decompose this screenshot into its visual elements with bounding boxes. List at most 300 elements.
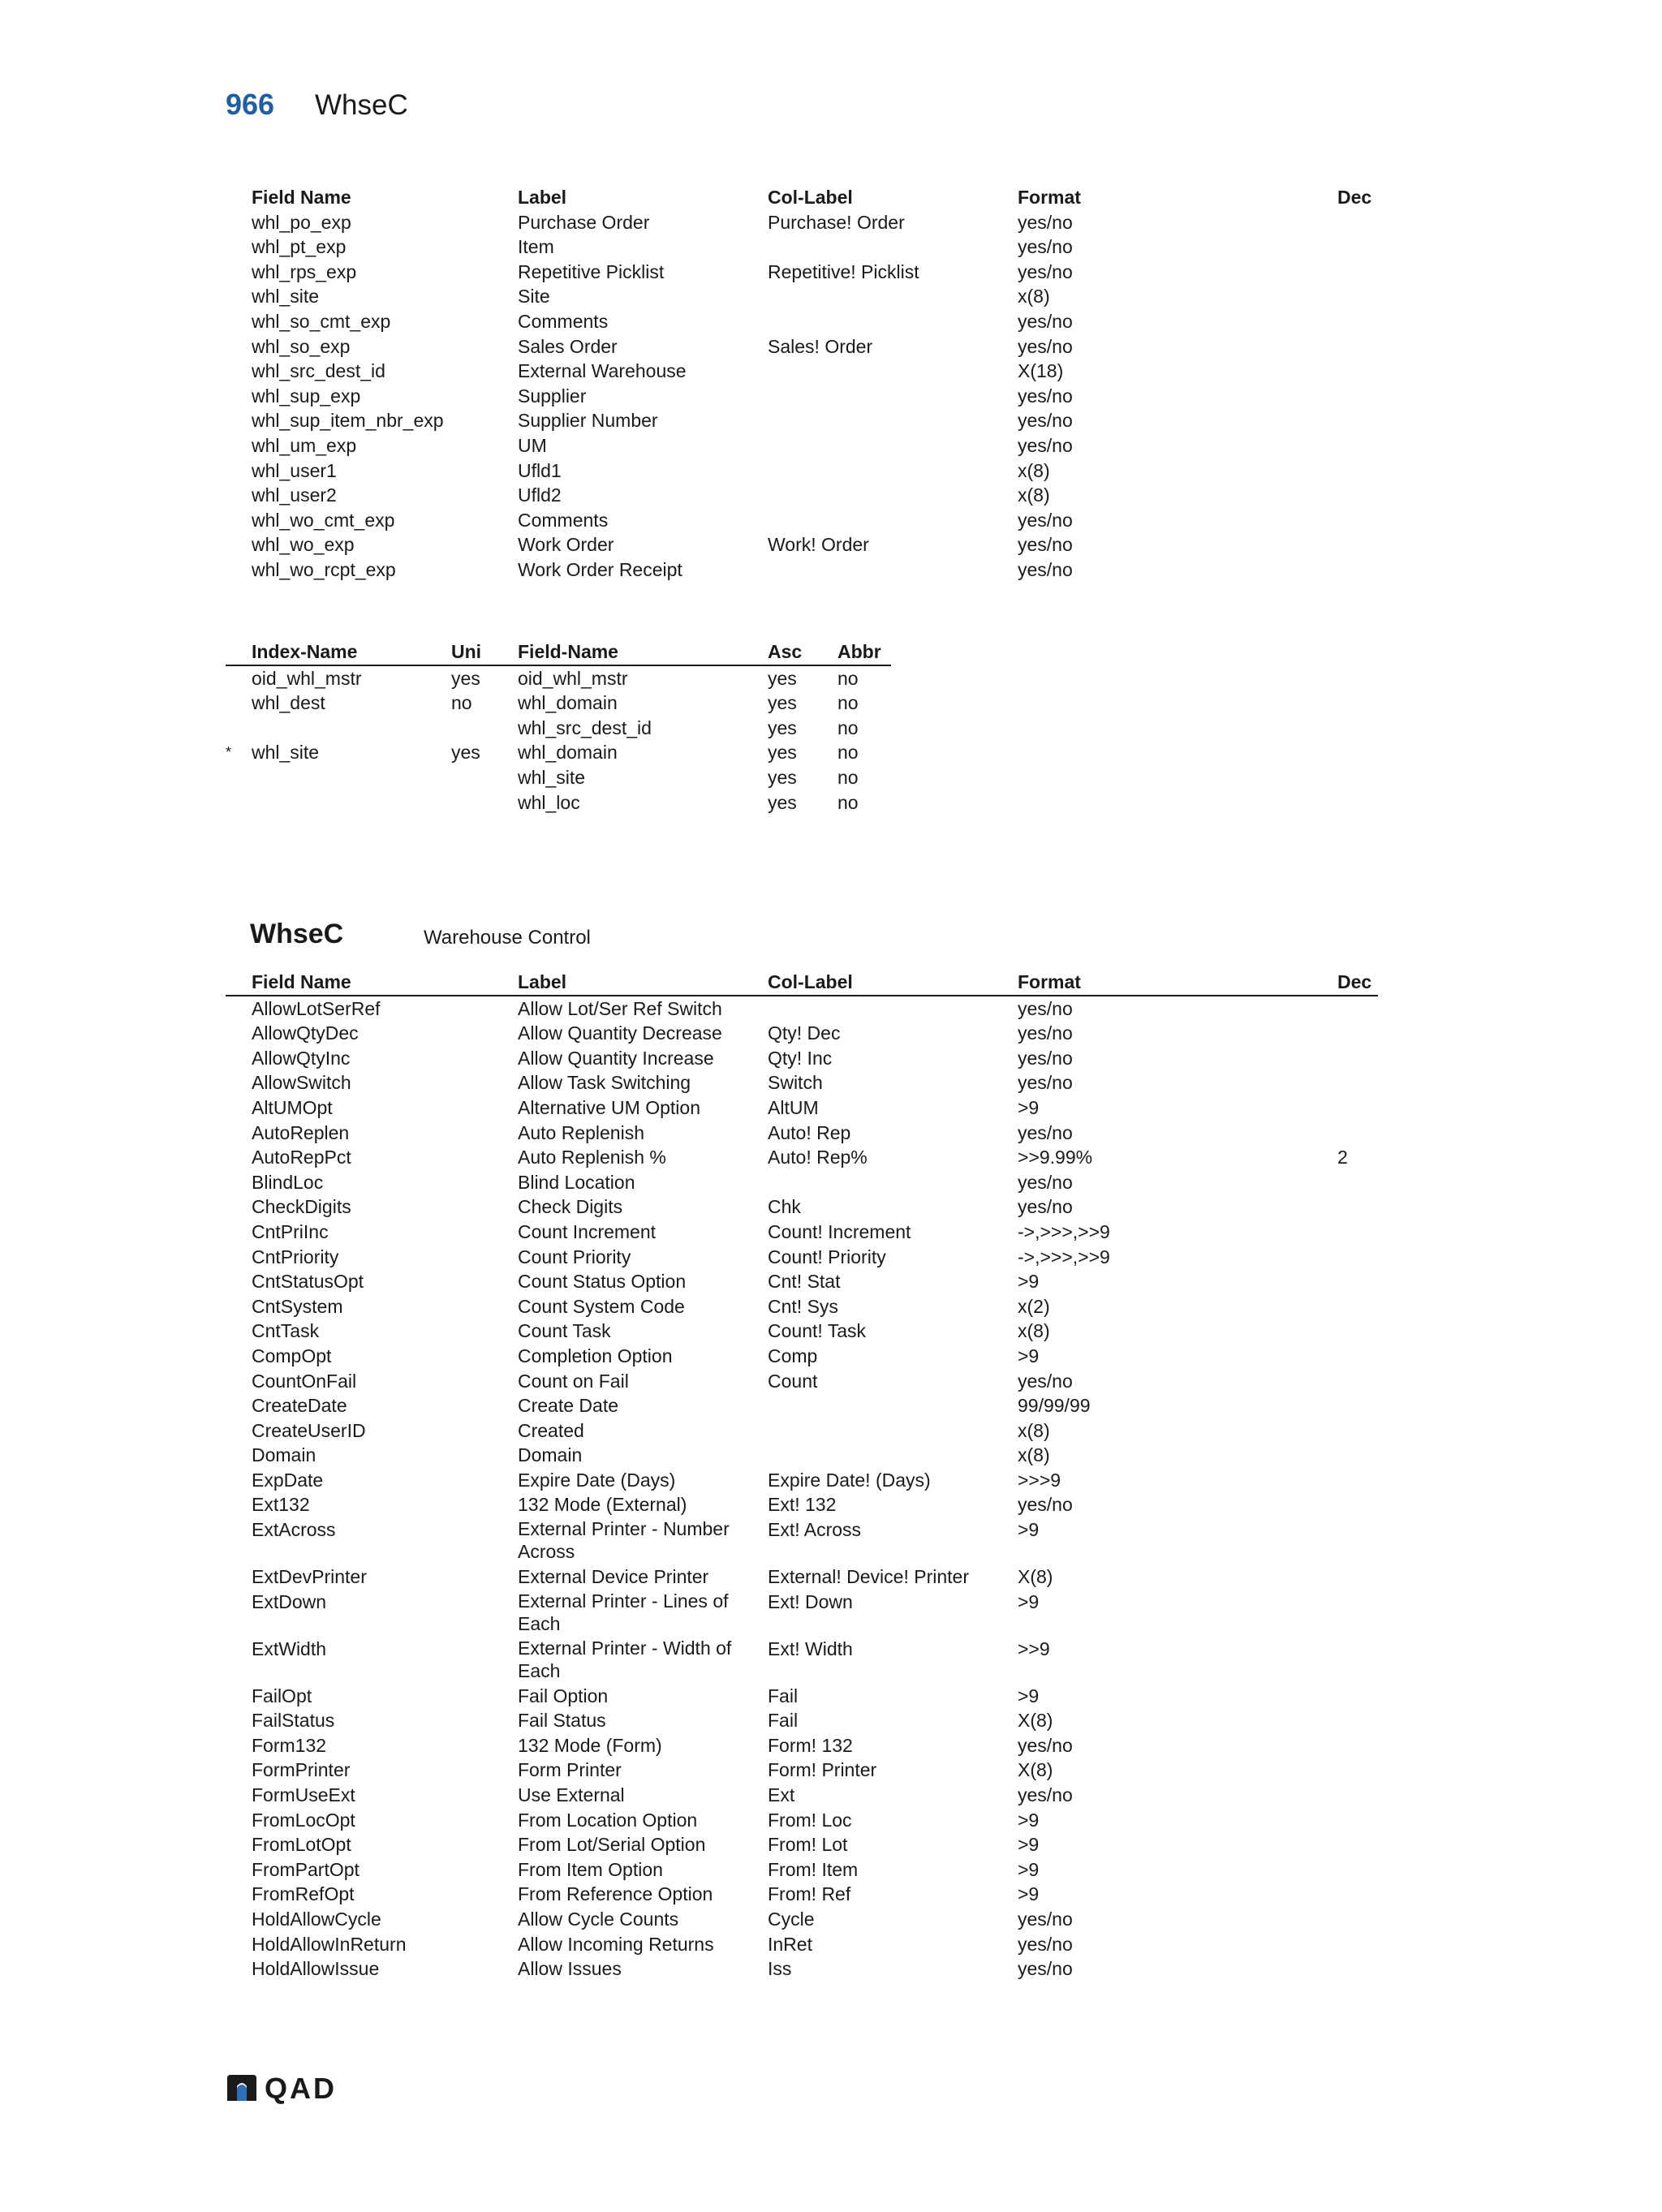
table-cell: Purchase! Order — [768, 211, 905, 233]
table-cell: From! Ref — [768, 1883, 851, 1905]
table-row — [226, 1443, 1378, 1468]
column-header: Col-Label — [768, 187, 853, 208]
table-cell: whl_po_exp — [252, 211, 351, 233]
running-title: WhseC — [315, 89, 408, 121]
table-cell: HoldAllowIssue — [252, 1958, 380, 1980]
table-cell: Count! Increment — [768, 1220, 911, 1242]
table-cell: yes/no — [1018, 385, 1073, 407]
table-cell: whl_rps_exp — [252, 260, 357, 282]
table-cell: ExtDown — [252, 1590, 327, 1612]
table-row — [226, 1932, 1378, 1957]
table-cell: x(8) — [1018, 1419, 1050, 1441]
table-row — [226, 1517, 1378, 1564]
table-cell: X(8) — [1018, 1566, 1053, 1588]
table-cell: >9 — [1018, 1271, 1040, 1293]
table-cell: yes/no — [1018, 1171, 1073, 1193]
table-row — [226, 384, 1378, 409]
column-header: Index-Name — [252, 641, 358, 662]
table-row — [226, 1783, 1378, 1808]
table-cell: Allow Lot/Ser Ref Switch — [518, 997, 722, 1019]
table-cell: whl_wo_exp — [252, 534, 355, 556]
table-row — [226, 1564, 1378, 1590]
table-cell: Purchase Order — [518, 211, 650, 233]
table-cell: Auto! Rep — [768, 1121, 851, 1143]
table-row — [226, 284, 1378, 309]
table-row — [226, 1021, 1378, 1046]
table-row — [226, 210, 1378, 235]
table-cell: ExtWidth — [252, 1637, 327, 1659]
qad-logo-icon — [226, 2073, 258, 2102]
table-cell: From Lot/Serial Option — [518, 1834, 706, 1856]
table-row — [226, 1194, 1378, 1220]
table-row — [226, 1468, 1378, 1493]
table-cell: Count Status Option — [518, 1271, 687, 1293]
table-cell: >>9 — [1018, 1637, 1050, 1659]
table-cell: 99/99/99 — [1018, 1395, 1091, 1417]
table-cell: CntTask — [252, 1320, 320, 1342]
table-cell: Work! Order — [768, 534, 869, 556]
table-cell: Domain — [252, 1444, 316, 1466]
column-header: Dec — [1337, 187, 1372, 208]
table-row — [226, 1269, 1378, 1294]
table-cell: Ext! Across — [768, 1519, 862, 1541]
table-cell: >9 — [1018, 1096, 1040, 1118]
table-cell: Auto! Rep% — [768, 1147, 868, 1168]
table-row — [226, 334, 1378, 359]
table-cell: yes — [768, 692, 797, 714]
table-cell: CreateUserID — [252, 1419, 366, 1441]
table-cell: CntStatusOpt — [252, 1271, 364, 1293]
table-row — [226, 433, 1378, 458]
table-cell: 2 — [1337, 1147, 1348, 1168]
table-cell: Count! Task — [768, 1320, 867, 1342]
table-cell: yes/no — [1018, 335, 1073, 357]
table-row — [226, 1121, 1378, 1146]
table-cell: yes/no — [1018, 236, 1073, 258]
table-cell: ExtAcross — [252, 1519, 336, 1541]
table-row — [226, 1956, 1378, 1982]
table-cell: whl_src_dest_id — [252, 360, 385, 382]
table-cell: Comments — [518, 310, 609, 332]
table-cell: Cycle — [768, 1909, 815, 1930]
table-cell: CreateDate — [252, 1395, 347, 1417]
table-cell: Work Order Receipt — [518, 558, 682, 580]
column-header: Asc — [768, 641, 803, 662]
table-cell: x(8) — [1018, 286, 1050, 308]
table-cell: whl_user2 — [252, 484, 337, 506]
table-cell: yes/no — [1018, 1196, 1073, 1218]
table-row — [226, 408, 1378, 433]
table-cell: Iss — [768, 1958, 792, 1980]
table-cell: Count! Priority — [768, 1246, 886, 1267]
column-header: Abbr — [837, 641, 881, 662]
table-cell: whl_dest — [252, 692, 325, 714]
table-cell: >9 — [1018, 1685, 1040, 1706]
table-cell: whl_so_exp — [252, 335, 351, 357]
table-cell: x(8) — [1018, 1444, 1050, 1466]
table-cell: Form! Printer — [768, 1759, 877, 1781]
table-cell: External Printer - Lines of Each — [518, 1590, 729, 1634]
table-cell: yes — [768, 742, 797, 764]
table-header-row — [226, 639, 891, 666]
table-cell: whl_wo_cmt_exp — [252, 509, 395, 531]
table-cell: External Warehouse — [518, 360, 687, 382]
table-cell: Repetitive! Picklist — [768, 260, 919, 282]
table-cell: Comp — [768, 1345, 818, 1366]
table-cell: FormPrinter — [252, 1759, 351, 1781]
table-cell: Check Digits — [518, 1196, 623, 1218]
table-cell: AltUMOpt — [252, 1096, 333, 1118]
table-row — [226, 790, 891, 816]
table-cell: yes/no — [1018, 211, 1073, 233]
table-cell: CompOpt — [252, 1345, 332, 1366]
table-cell: >9 — [1018, 1519, 1040, 1541]
table-cell: External Printer - Width of Each — [518, 1637, 732, 1681]
table-cell: Count — [768, 1370, 818, 1392]
table-cell: yes — [768, 667, 797, 689]
table-row — [226, 1245, 1378, 1270]
table-cell: FormUseExt — [252, 1784, 355, 1806]
table-cell: From! Lot — [768, 1834, 848, 1856]
table-cell: External! Device! Printer — [768, 1566, 969, 1588]
table-row — [226, 1758, 1378, 1783]
column-header: Format — [1018, 187, 1081, 208]
column-header: Col-Label — [768, 971, 853, 992]
table-cell: Switch — [768, 1072, 823, 1094]
table-cell: Fail — [768, 1685, 799, 1706]
table-cell: X(8) — [1018, 1710, 1053, 1732]
table-cell: Repetitive Picklist — [518, 260, 665, 282]
table-row — [226, 1070, 1378, 1095]
table-cell: AllowSwitch — [252, 1072, 351, 1094]
table-cell: yes/no — [1018, 1958, 1073, 1980]
table-cell: yes — [768, 717, 797, 738]
table-cell: Comments — [518, 509, 609, 531]
table-cell: ->,>>>,>>9 — [1018, 1220, 1110, 1242]
table-cell: Alternative UM Option — [518, 1096, 700, 1118]
table-row — [226, 508, 1378, 533]
table-cell: x(8) — [1018, 459, 1050, 481]
table-cell: FromRefOpt — [252, 1883, 355, 1905]
column-header: Uni — [451, 641, 482, 662]
table-cell: From Location Option — [518, 1809, 698, 1831]
index-table — [226, 639, 891, 815]
table-cell: yes/no — [1018, 1047, 1073, 1069]
table-cell: yes/no — [1018, 997, 1073, 1019]
table-cell: Supplier Number — [518, 410, 658, 432]
table-cell: CntPriority — [252, 1246, 339, 1267]
table-row — [226, 1344, 1378, 1369]
table-cell: yes/no — [1018, 1494, 1073, 1516]
table-row — [226, 716, 891, 741]
table-cell: whl_user1 — [252, 459, 337, 481]
logo-wordmark: QAD — [265, 2072, 337, 2105]
table-cell: Form! 132 — [768, 1734, 853, 1756]
table-cell: whl_wo_rcpt_exp — [252, 558, 396, 580]
table-cell: yes/no — [1018, 260, 1073, 282]
table-cell: whl_sup_item_nbr_exp — [252, 410, 444, 432]
table-row — [226, 309, 1378, 334]
column-header: Label — [518, 971, 567, 992]
table-cell: yes — [451, 667, 480, 689]
table-row — [226, 1095, 1378, 1121]
table-cell: FromLocOpt — [252, 1809, 355, 1831]
table-cell: Form132 — [252, 1734, 327, 1756]
table-cell: yes/no — [1018, 1072, 1073, 1094]
table-row — [226, 1882, 1378, 1907]
table-row — [226, 1369, 1378, 1394]
table-cell: CountOnFail — [252, 1370, 357, 1392]
table-cell: whl_domain — [518, 692, 618, 714]
table-cell: From Item Option — [518, 1858, 663, 1880]
page-number: 966 — [226, 88, 275, 121]
table-cell: CntPriInc — [252, 1220, 329, 1242]
table-row — [226, 1590, 1378, 1637]
table-cell: Cnt! Sys — [768, 1295, 838, 1317]
table-cell: Ext! Down — [768, 1590, 853, 1612]
table-cell: Count on Fail — [518, 1370, 629, 1392]
table-cell: AltUM — [768, 1096, 819, 1118]
table-cell: AutoRepPct — [252, 1147, 351, 1168]
table-cell: >9 — [1018, 1834, 1040, 1856]
table-row — [226, 1145, 1378, 1170]
table-cell: >>>9 — [1018, 1469, 1061, 1491]
table-cell: 132 Mode (External) — [518, 1494, 687, 1516]
table-cell: Domain — [518, 1444, 583, 1466]
table-cell: Ext132 — [252, 1494, 310, 1516]
table-row — [226, 1832, 1378, 1857]
column-header: Dec — [1337, 971, 1372, 992]
table-cell: Expire Date (Days) — [518, 1469, 676, 1491]
table-cell: Blind Location — [518, 1171, 635, 1193]
table-cell: yes/no — [1018, 410, 1073, 432]
table-cell: External Printer - Number Across — [518, 1518, 730, 1563]
table-cell: >>9.99% — [1018, 1147, 1093, 1168]
table-cell: Count Priority — [518, 1246, 631, 1267]
table-cell: Create Date — [518, 1395, 619, 1417]
table-cell: Fail Option — [518, 1685, 609, 1706]
table-row — [226, 1733, 1378, 1758]
table-cell: HoldAllowInReturn — [252, 1933, 407, 1955]
table-cell: From! Item — [768, 1858, 859, 1880]
table-cell: whl_loc — [518, 791, 580, 813]
table-cell: Cnt! Stat — [768, 1271, 841, 1293]
table-cell: BlindLoc — [252, 1171, 324, 1193]
table-row — [226, 996, 1378, 1022]
table-cell: no — [837, 791, 859, 813]
table-cell: Chk — [768, 1196, 801, 1218]
field-table-continued — [226, 185, 1378, 583]
table-cell: Qty! Inc — [768, 1047, 833, 1069]
table-cell: yes — [451, 742, 480, 764]
table-cell: FailOpt — [252, 1685, 312, 1706]
table-cell: AutoReplen — [252, 1121, 350, 1143]
table-cell: Ext! 132 — [768, 1494, 837, 1516]
table-cell: Auto Replenish — [518, 1121, 644, 1143]
table-cell: yes — [768, 791, 797, 813]
table-row — [226, 1907, 1378, 1932]
table-cell: whl_pt_exp — [252, 236, 347, 258]
table-row — [226, 458, 1378, 484]
table-cell: yes/no — [1018, 1370, 1073, 1392]
table-cell: UM — [518, 434, 547, 456]
table-cell: ->,>>>,>>9 — [1018, 1246, 1110, 1267]
table-cell: Allow Issues — [518, 1958, 622, 1980]
table-row — [226, 483, 1378, 508]
table-row — [226, 1319, 1378, 1344]
table-cell: no — [837, 692, 859, 714]
table-cell: Use External — [518, 1784, 625, 1806]
table-row — [226, 1418, 1378, 1444]
table-cell: Sales Order — [518, 335, 618, 357]
table-cell: Form Printer — [518, 1759, 622, 1781]
table-row — [226, 1808, 1378, 1833]
table-cell: FromPartOpt — [252, 1858, 360, 1880]
table-header-row — [226, 185, 1378, 210]
table-cell: whl_um_exp — [252, 434, 357, 456]
table-cell: whl_sup_exp — [252, 385, 361, 407]
table-cell: Created — [518, 1419, 584, 1441]
table-row — [226, 1708, 1378, 1733]
table-row — [226, 1170, 1378, 1195]
table-cell: Allow Cycle Counts — [518, 1909, 679, 1930]
table-cell: Allow Quantity Decrease — [518, 1022, 722, 1044]
column-header: Format — [1018, 971, 1081, 992]
table-cell: >9 — [1018, 1883, 1040, 1905]
table-cell: AllowQtyInc — [252, 1047, 351, 1069]
table-cell: FailStatus — [252, 1710, 335, 1732]
table-cell: no — [451, 692, 472, 714]
table-cell: whl_so_cmt_exp — [252, 310, 391, 332]
table-row — [226, 1294, 1378, 1319]
table-cell: Count Task — [518, 1320, 611, 1342]
section-description: Warehouse Control — [424, 927, 591, 949]
table-cell: yes/no — [1018, 534, 1073, 556]
table-cell: whl_site — [518, 766, 586, 788]
table-cell: no — [837, 742, 859, 764]
table-row — [226, 765, 891, 790]
table-cell: ExtDevPrinter — [252, 1566, 367, 1588]
table-row — [226, 1684, 1378, 1709]
table-cell: ExpDate — [252, 1469, 324, 1491]
table-cell: Completion Option — [518, 1345, 673, 1366]
table-cell: Allow Task Switching — [518, 1072, 691, 1094]
table-cell: AllowQtyDec — [252, 1022, 359, 1044]
table-cell: whl_site — [252, 742, 320, 764]
table-row — [226, 532, 1378, 557]
table-cell: HoldAllowCycle — [252, 1909, 381, 1930]
table-cell: Ufld2 — [518, 484, 562, 506]
table-cell: Ext! Width — [768, 1637, 853, 1659]
table-cell: 132 Mode (Form) — [518, 1734, 662, 1756]
table-cell: Ufld1 — [518, 459, 562, 481]
table-cell: Count System Code — [518, 1295, 685, 1317]
table-cell: x(8) — [1018, 484, 1050, 506]
table-cell: From! Loc — [768, 1809, 852, 1831]
table-cell: whl_src_dest_id — [518, 717, 652, 738]
table-cell: yes — [768, 766, 797, 788]
table-row — [226, 1492, 1378, 1517]
table-row — [226, 235, 1378, 260]
section-title: WhseC — [250, 919, 344, 949]
table-cell: >9 — [1018, 1345, 1040, 1366]
table-cell: oid_whl_mstr — [252, 667, 362, 689]
table-cell: Allow Incoming Returns — [518, 1933, 714, 1955]
table-cell: yes/no — [1018, 1022, 1073, 1044]
table-cell: x(2) — [1018, 1295, 1050, 1317]
whsec-field-table — [226, 970, 1378, 1982]
table-cell: no — [837, 766, 859, 788]
table-cell: AllowLotSerRef — [252, 997, 381, 1019]
table-cell: yes/no — [1018, 1121, 1073, 1143]
table-row — [226, 1220, 1378, 1245]
table-row — [226, 260, 1378, 285]
table-row — [226, 557, 1378, 583]
table-cell: yes/no — [1018, 1933, 1073, 1955]
table-row — [226, 1857, 1378, 1883]
table-cell: yes/no — [1018, 558, 1073, 580]
table-row — [226, 1046, 1378, 1071]
table-cell: Site — [518, 286, 550, 308]
table-cell: no — [837, 667, 859, 689]
table-cell: CheckDigits — [252, 1196, 351, 1218]
table-cell: InRet — [768, 1933, 812, 1955]
table-cell: Fail Status — [518, 1710, 606, 1732]
table-cell: >9 — [1018, 1809, 1040, 1831]
table-cell: External Device Printer — [518, 1566, 709, 1588]
column-header: Field Name — [252, 971, 351, 992]
table-cell: no — [837, 717, 859, 738]
table-row — [226, 666, 891, 691]
table-cell: oid_whl_mstr — [518, 667, 628, 689]
table-cell: >9 — [1018, 1858, 1040, 1880]
table-cell: CntSystem — [252, 1295, 343, 1317]
table-cell: x(8) — [1018, 1320, 1050, 1342]
table-cell: Allow Quantity Increase — [518, 1047, 714, 1069]
table-cell: whl_domain — [518, 742, 618, 764]
table-cell: Expire Date! (Days) — [768, 1469, 931, 1491]
table-cell: Supplier — [518, 385, 587, 407]
table-cell: Work Order — [518, 534, 614, 556]
table-cell: yes/no — [1018, 1734, 1073, 1756]
table-cell: Count Increment — [518, 1220, 657, 1242]
table-cell: X(8) — [1018, 1759, 1053, 1781]
table-cell: yes/no — [1018, 1909, 1073, 1930]
table-cell: >9 — [1018, 1590, 1040, 1612]
column-header: Label — [518, 187, 567, 208]
table-row — [226, 1393, 1378, 1418]
table-cell: From Reference Option — [518, 1883, 713, 1905]
table-cell: yes/no — [1018, 434, 1073, 456]
table-row — [226, 740, 891, 765]
table-header-row — [226, 970, 1378, 996]
table-cell: whl_site — [252, 286, 320, 308]
table-row — [226, 359, 1378, 384]
table-cell: Sales! Order — [768, 335, 873, 357]
table-cell: yes/no — [1018, 509, 1073, 531]
table-cell: Auto Replenish % — [518, 1147, 666, 1168]
column-header: Field-Name — [518, 641, 618, 662]
table-cell: Item — [518, 236, 554, 258]
table-cell: Ext — [768, 1784, 795, 1806]
primary-index-marker: * — [226, 744, 232, 761]
column-header: Field Name — [252, 187, 351, 208]
table-cell: FromLotOpt — [252, 1834, 351, 1856]
table-cell: Fail — [768, 1710, 799, 1732]
table-cell: Qty! Dec — [768, 1022, 841, 1044]
table-cell: yes/no — [1018, 1784, 1073, 1806]
table-cell: X(18) — [1018, 360, 1064, 382]
